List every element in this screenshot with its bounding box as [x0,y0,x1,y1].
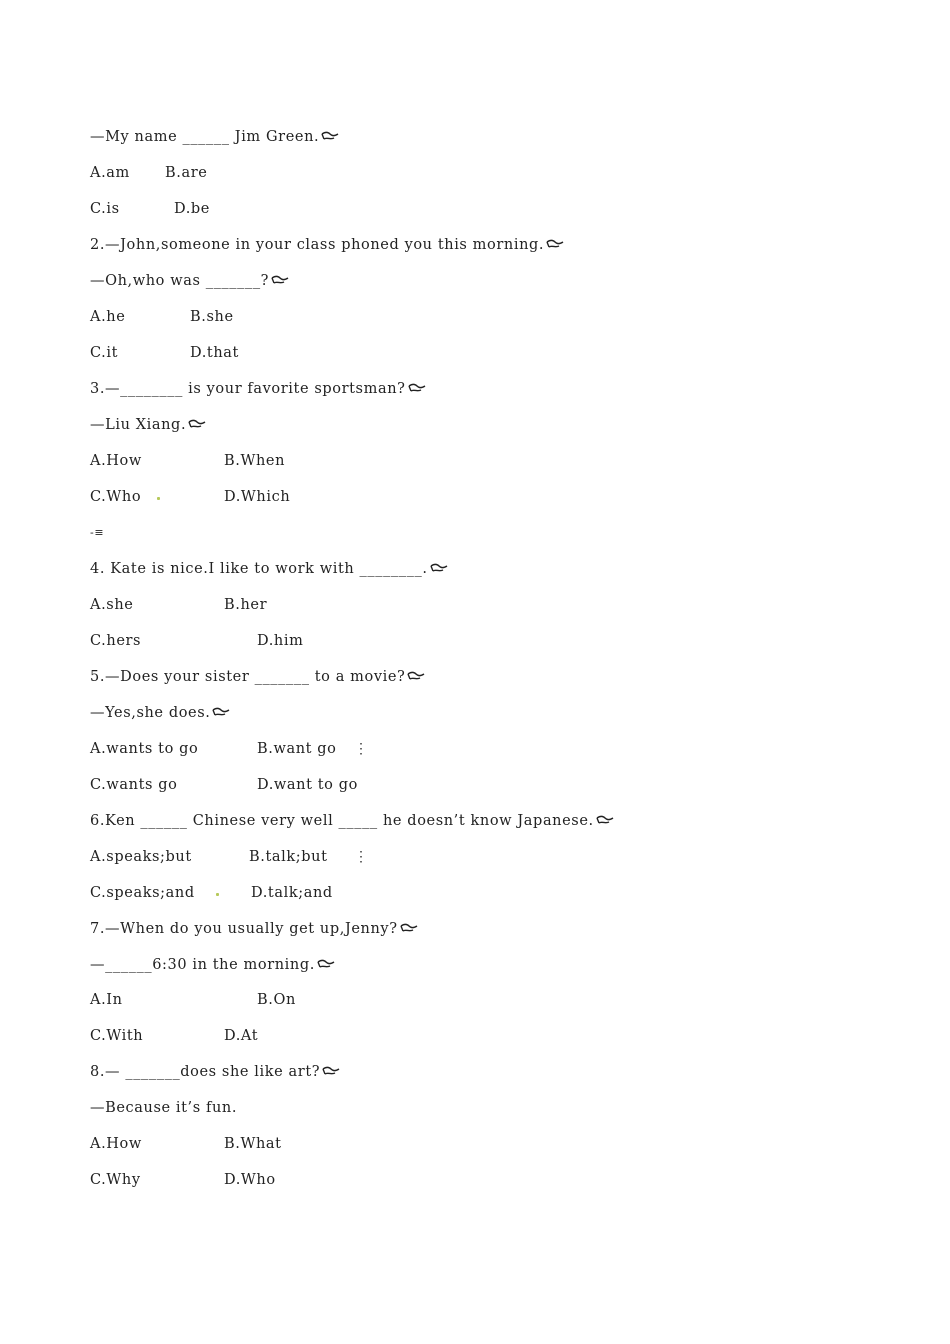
option-a[interactable]: A.In [90,992,123,1008]
question-2-response: —Oh,who was _______? [90,269,290,293]
option-a[interactable]: A.How [90,453,142,469]
option-c[interactable]: C.Why [90,1172,141,1188]
pen-mark-icon [321,1066,341,1078]
question-7-options [90,988,890,1012]
stray-dot [157,497,160,500]
option-c[interactable]: C.is [90,201,120,217]
option-c[interactable]: C.With [90,1028,144,1044]
option-d[interactable]: D.that [190,345,239,361]
ellipsis-mark: ⋮ [354,741,368,757]
question-2-options [90,341,890,365]
question-8-response: —Because it’s fun. [90,1100,238,1116]
pen-mark-icon [406,671,426,683]
pen-mark-icon [187,419,207,431]
question-8-options [90,1168,890,1192]
option-b[interactable]: B.are [165,165,208,181]
question-7-response: —______6:30 in the morning. [90,953,336,977]
question-1-stem: —My name ______ Jim Green. [90,125,340,149]
option-d[interactable]: D.At [224,1028,259,1044]
option-c[interactable]: C.hers [90,633,142,649]
question-6-stem: 6.Ken ______ Chinese very well _____ he doesn’t know Japanese. [90,809,615,833]
pen-mark-icon [270,275,290,287]
option-c[interactable]: C.it [90,345,119,361]
question-1-options [90,161,890,185]
question-8-options [90,1132,890,1156]
pen-mark-icon [320,131,340,143]
question-8-stem: 8.— _______does she like art? [90,1060,341,1084]
option-b[interactable]: B.On [257,992,296,1008]
question-2-options [90,305,890,329]
option-d[interactable]: D.want to go [257,777,358,793]
option-d[interactable]: D.Who [224,1172,276,1188]
pen-mark-icon [545,239,565,251]
question-7-stem: 7.—When do you usually get up,Jenny? [90,917,419,941]
pen-mark-icon [407,383,427,395]
option-a[interactable]: A.she [90,597,134,613]
option-b[interactable]: B.When [224,453,286,469]
ellipsis-mark: ⋮ [354,849,368,865]
question-3-response: —Liu Xiang. [90,413,207,437]
pen-mark-icon [211,707,231,719]
question-5-options [90,773,890,797]
option-b[interactable]: B.she [190,309,234,325]
question-4-options [90,629,890,653]
question-5-options [90,737,890,761]
pen-mark-icon [316,959,336,971]
stray-dot [216,893,219,896]
option-d[interactable]: D.be [174,201,210,217]
question-6-options [90,881,890,905]
option-a[interactable]: A.How [90,1136,142,1152]
stray-mark: -≡ [90,526,105,539]
option-d[interactable]: D.talk;and [251,885,333,901]
pen-mark-icon [429,563,449,575]
option-d[interactable]: D.him [257,633,304,649]
question-3-options [90,485,890,509]
option-d[interactable]: D.Which [224,489,291,505]
option-b[interactable]: B.talk;but [249,849,328,865]
pen-mark-icon [595,815,615,827]
option-c[interactable]: C.speaks;and [90,885,195,901]
option-a[interactable]: A.he [90,309,126,325]
option-a[interactable]: A.am [90,165,130,181]
question-5-stem: 5.—Does your sister _______ to a movie? [90,665,426,689]
question-7-options [90,1024,890,1048]
question-3-options [90,449,890,473]
question-4-options [90,593,890,617]
option-c[interactable]: C.wants go [90,777,178,793]
option-a[interactable]: A.speaks;but [90,849,192,865]
question-5-response: —Yes,she does. [90,701,231,725]
question-2-stem: 2.—John,someone in your class phoned you this morning. [90,233,565,257]
option-b[interactable]: B.her [224,597,268,613]
question-1-options [90,197,890,221]
question-6-options [90,845,890,869]
option-c[interactable]: C.Who [90,489,142,505]
question-4-stem: 4. Kate is nice.I like to work with ________. [90,557,449,581]
option-b[interactable]: B.What [224,1136,282,1152]
option-a[interactable]: A.wants to go [90,741,199,757]
question-3-stem: 3.—________ is your favorite sportsman? [90,377,427,401]
pen-mark-icon [399,923,419,935]
option-b[interactable]: B.want go [257,741,337,757]
